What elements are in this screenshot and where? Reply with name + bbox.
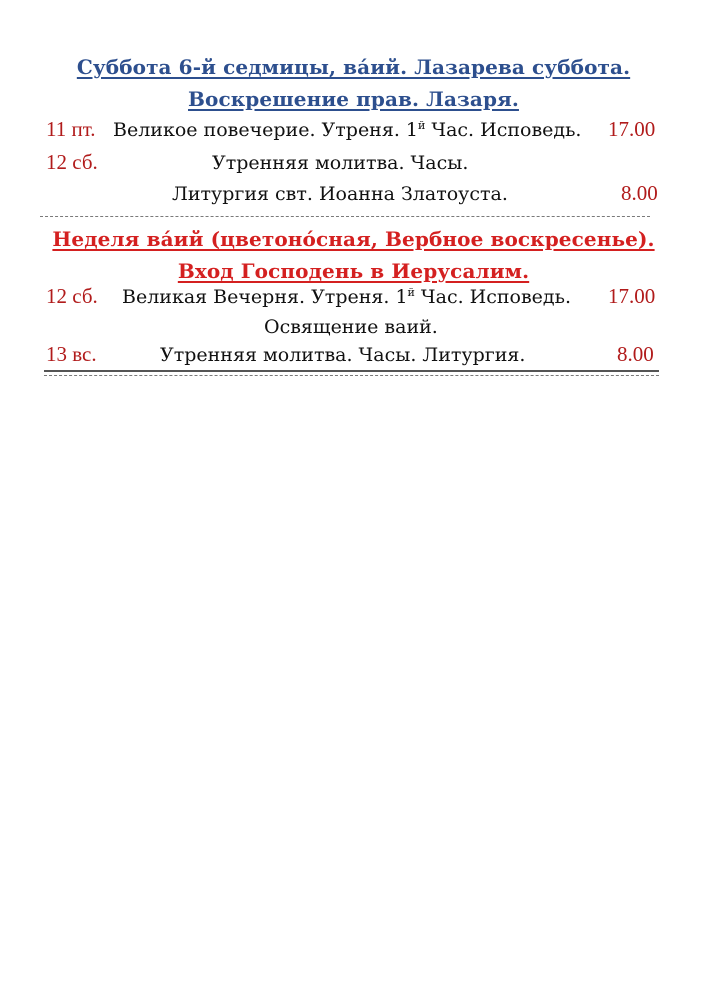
section1-row1-date: 11 пт. [46, 117, 96, 141]
section2-row1-text-a: Великая Вечерня. Утреня. 1 [122, 286, 408, 308]
section1-heading-line2: Воскрешение прав. Лазаря. [188, 87, 519, 111]
section2-row2-text: Освящение ваий. [264, 316, 438, 338]
section1-row2-text: Утренняя молитва. Часы. [212, 152, 469, 174]
section2-row1-text-b: Час. Исповедь. [414, 286, 572, 308]
section1-row3-text: Литургия свт. Иоанна Златоуста. [172, 183, 508, 205]
section-divider [40, 216, 650, 217]
section1-row2-date: 12 сб. [46, 150, 98, 174]
section2-row3-text: Утренняя молитва. Часы. Литургия. [160, 344, 526, 366]
section1-heading-line1: Суббота 6-й седмицы, ва́ий. Лазарева суббота. [76, 55, 631, 79]
section2-heading-line2: Вход Господень в Иерусалим. [177, 259, 530, 283]
section1-row1-time: 17.00 [608, 117, 656, 141]
section2-heading-line1: Неделя ва́ий (цветоно́сная, Вербное воскресенье). [52, 227, 655, 251]
section1-row3-time: 8.00 [621, 181, 658, 205]
section1-row1-text [113, 119, 581, 141]
section2-row3-date: 13 вс. [46, 342, 97, 366]
section1-row1-text-b: Час. Исповедь. [425, 119, 582, 141]
section-underline [44, 370, 659, 372]
section1-row1-superscript: й [418, 119, 426, 132]
section-divider-bottom [44, 375, 659, 376]
section2-row1-date: 12 сб. [46, 284, 98, 308]
section1-row1-text-a: Великое повечерие. Утреня. 1 [113, 119, 419, 141]
section2-row1-time: 17.00 [608, 284, 656, 308]
section2-row1-superscript: й [407, 286, 415, 299]
section2-row3-time: 8.00 [617, 342, 654, 366]
section2-row1-text [122, 286, 571, 308]
